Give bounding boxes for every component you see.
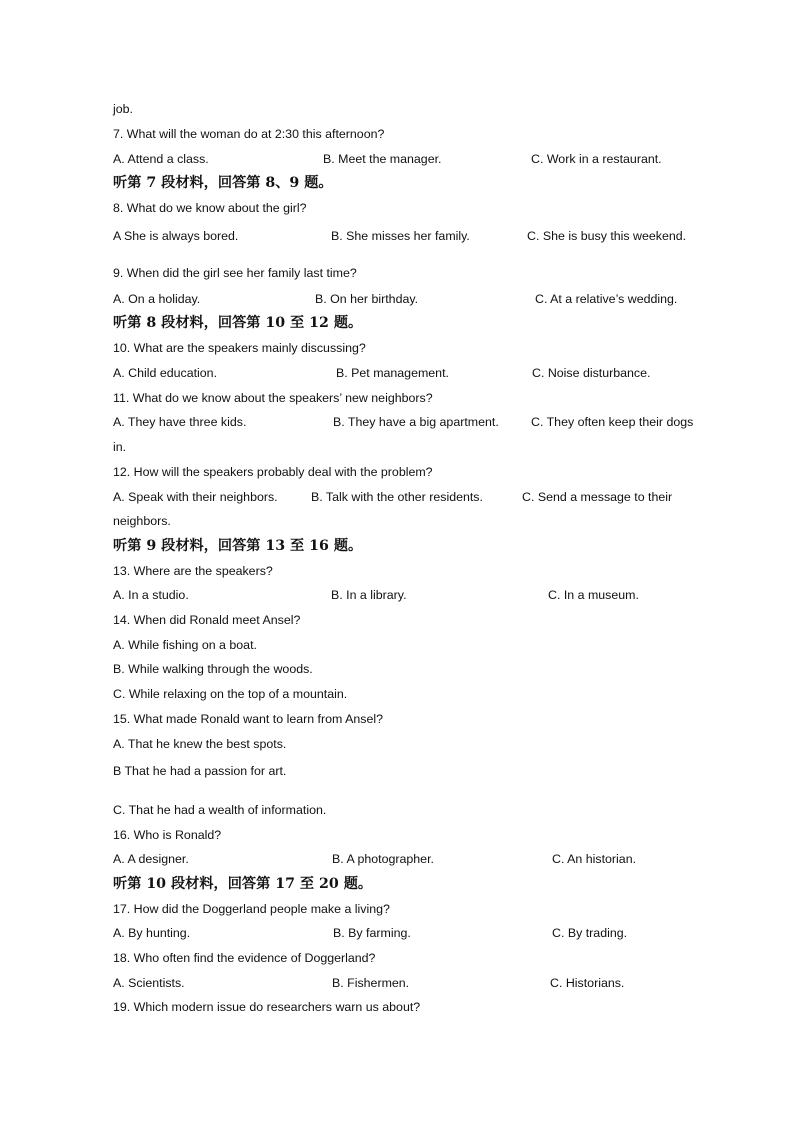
question-14: 14. When did Ronald meet Ansel? (113, 613, 301, 627)
q16-option-a: A. A designer. (113, 852, 189, 866)
question-8: 8. What do we know about the girl? (113, 201, 307, 215)
q13-option-a: A. In a studio. (113, 588, 189, 602)
q10-option-a: A. Child education. (113, 366, 218, 380)
q18-option-c: C. Historians. (550, 976, 625, 990)
q12-option-c-continued: neighbors. (113, 514, 171, 528)
question-18: 18. Who often find the evidence of Doggerland? (113, 951, 376, 965)
q13-option-c: C. In a museum. (548, 588, 639, 602)
q16-option-c: C. An historian. (552, 852, 637, 866)
q17-option-c: C. By trading. (552, 926, 628, 940)
q7-option-b: B. Meet the manager. (323, 152, 442, 166)
q15-option-c: C. That he had a wealth of information. (113, 803, 327, 817)
q18-option-a: A. Scientists. (113, 976, 185, 990)
q14-option-a: A. While fishing on a boat. (113, 638, 257, 652)
continuation-text: job. (113, 102, 133, 116)
question-9: 9. When did the girl see her family last time? (113, 266, 357, 280)
q8-option-c: C. She is busy this weekend. (527, 229, 687, 243)
q15-option-b: B That he had a passion for art. (113, 764, 287, 778)
q11-option-c: C. They often keep their dogs (531, 415, 694, 429)
q12-option-c: C. Send a message to their (522, 490, 673, 504)
question-19: 19. Which modern issue do researchers warn us about? (113, 1000, 421, 1014)
q16-option-b: B. A photographer. (332, 852, 434, 866)
section-heading-10: 听第 10 段材料，回答第 17 至 20 题。 (113, 876, 373, 892)
q9-option-a: A. On a holiday. (113, 292, 201, 306)
question-11: 11. What do we know about the speakers’ new neighbors? (113, 391, 433, 405)
q14-option-b: B. While walking through the woods. (113, 662, 313, 676)
q11-option-b: B. They have a big apartment. (333, 415, 499, 429)
q9-option-b: B. On her birthday. (315, 292, 419, 306)
q15-option-a: A. That he knew the best spots. (113, 737, 287, 751)
question-12: 12. How will the speakers probably deal with the problem? (113, 465, 433, 479)
q12-option-b: B. Talk with the other residents. (311, 490, 483, 504)
q18-option-b: B. Fishermen. (332, 976, 410, 990)
q17-option-b: B. By farming. (333, 926, 411, 940)
q11-option-a: A. They have three kids. (113, 415, 247, 429)
q10-option-b: B. Pet management. (336, 366, 449, 380)
question-16: 16. Who is Ronald? (113, 828, 222, 842)
question-13: 13. Where are the speakers? (113, 564, 273, 578)
q17-option-a: A. By hunting. (113, 926, 191, 940)
q14-option-c: C. While relaxing on the top of a mountain. (113, 687, 348, 701)
q8-option-a: A She is always bored. (113, 229, 239, 243)
question-17: 17. How did the Doggerland people make a living? (113, 902, 390, 916)
q8-option-b: B. She misses her family. (331, 229, 470, 243)
question-15: 15. What made Ronald want to learn from Ansel? (113, 712, 383, 726)
section-heading-8: 听第 8 段材料，回答第 10 至 12 题。 (113, 315, 363, 331)
section-heading-7: 听第 7 段材料，回答第 8、9 题。 (113, 175, 333, 191)
q7-option-a: A. Attend a class. (113, 152, 209, 166)
q13-option-b: B. In a library. (331, 588, 407, 602)
q12-option-a: A. Speak with their neighbors. (113, 490, 278, 504)
q7-option-c: C. Work in a restaurant. (531, 152, 662, 166)
question-10: 10. What are the speakers mainly discussing? (113, 341, 366, 355)
section-heading-9: 听第 9 段材料，回答第 13 至 16 题。 (113, 538, 363, 554)
q11-option-c-continued: in. (113, 440, 127, 454)
question-7: 7. What will the woman do at 2:30 this afternoon? (113, 127, 385, 141)
q10-option-c: C. Noise disturbance. (532, 366, 651, 380)
q9-option-c: C. At a relative’s wedding. (535, 292, 678, 306)
